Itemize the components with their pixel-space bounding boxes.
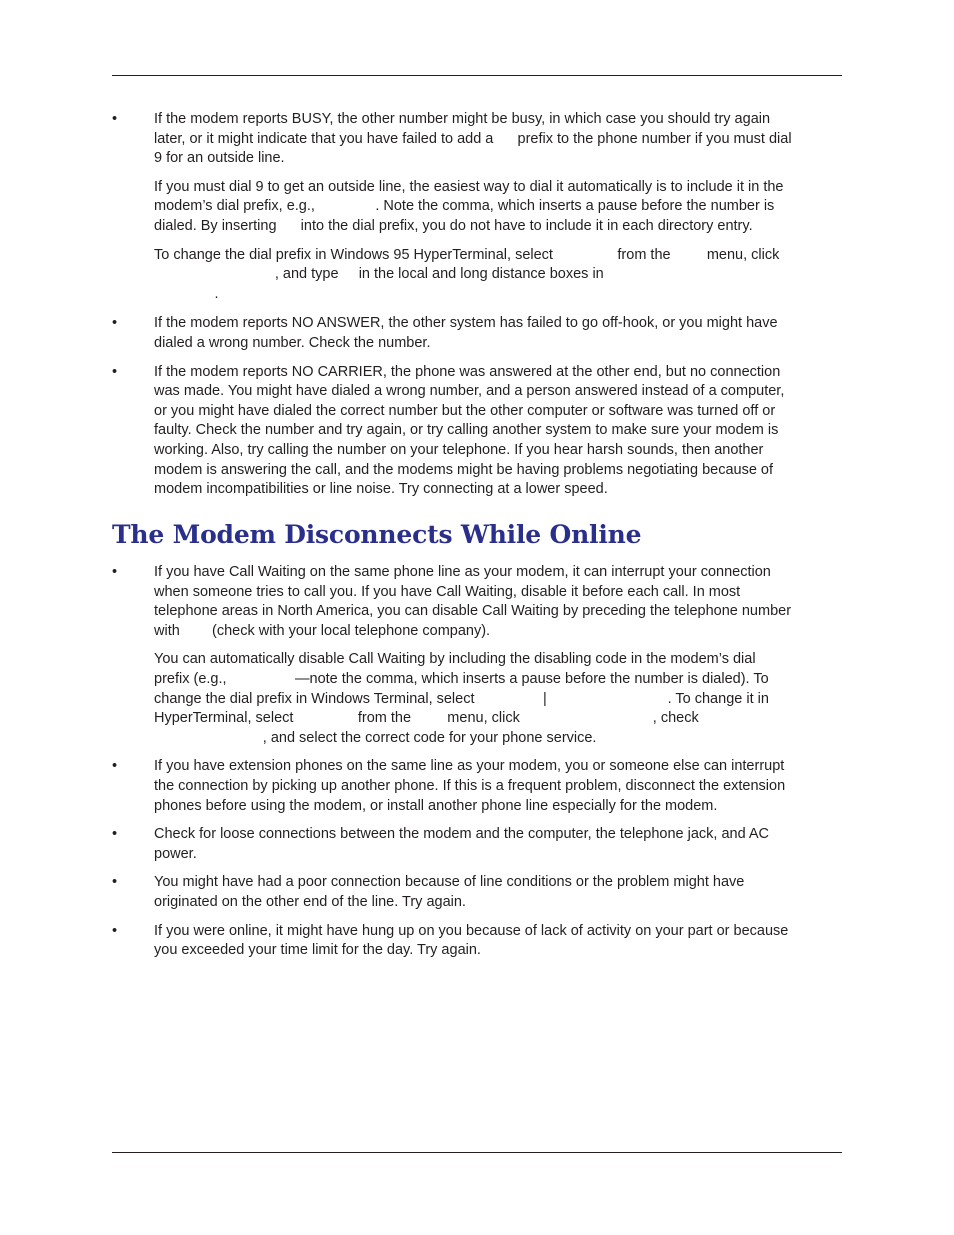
paragraph: If you have extension phones on the same line as your modem, you or someone else can interrupt the connection by picking up another phone. If this is a frequent problem, disconnect the extension phones before using the modem, or install another phone line especially for the modem. [154,758,786,814]
list-item [112,110,844,304]
paragraph: Check for loose connections between the modem and the computer, the telephone jack, and AC power. [154,826,770,862]
section-heading: The Modem Disconnects While Online [112,520,642,549]
paragraph: If the modem reports NO ANSWER, the other system has failed to go off-hook, or you might have dialed a wrong number. Check the number. [154,315,778,351]
list-item [112,363,844,500]
paragraph: If the modem reports NO CARRIER, the phone was answered at the other end, but no connection was made. You might have dialed a wrong number, and a person answered instead of a computer, or you might have dialed the correct number but the other computer or software was turned off or faulty. Check the number and try again, or try calling another system to make sure your modem is working. Also, try calling the number on your telephone. If you hear harsh sounds, then another modem is answering the call, and the modems might be having problems negotiating because of modem incompatibilities or line noise. Try connecting at a lower speed. [154,363,785,498]
bullet: • [112,315,118,332]
bullet: • [112,826,118,843]
list-item [112,757,844,816]
paragraph: If you were online, it might have hung up on you because of lack of activity on your part or because you exceeded your time limit for the day. Try again. [154,922,789,959]
paragraph: You can automatically disable Call Waiting by including the disabling code in the modem’s dial prefix (e.g., —note the comma, which inserts a pause before the number is dialed). To change the dial prefix in Windows Terminal, select | . To change it in HyperTerminal, select from the menu, click , check , and select the correct code for your phone service. [154,651,769,746]
header-rule [112,75,842,76]
paragraph: If the modem reports BUSY, the other number might be busy, in which case you should try again later, or it might indicate that you have failed to add a prefix to the phone number if you must dial 9 for an outside line. [154,111,792,167]
bullet: • [112,874,118,891]
paragraph: You might have had a poor connection because of line conditions or the problem might have originated on the other end of the line. Try again. [154,874,745,910]
bullet: • [112,922,118,939]
list-item [112,314,844,353]
bullet: • [112,363,118,380]
footer-rule [112,1152,842,1153]
list-item [112,563,844,748]
section-disconnect-troubleshooting [112,563,844,970]
list-item [112,922,844,961]
bullet: • [112,111,118,127]
paragraph: If you must dial 9 to get an outside line, the easiest way to dial it automatically is to include it in the modem’s dial prefix, e.g., . Note the comma, which inserts a pause before the number is dialed. By inserting into the dial prefix, you do not have to include it in each directory entry. [154,178,784,234]
bullet: • [112,758,118,775]
bullet: • [112,564,118,580]
paragraph: To change the dial prefix in Windows 95 HyperTerminal, select from the menu, click , and type in the local and long distance boxes in . [154,246,780,302]
list-item [112,825,844,864]
paragraph: If you have Call Waiting on the same phone line as your modem, it can interrupt your connection when someone tries to call you. If you have Call Waiting, disable it before each call. In most telephone areas in North America, you can disable Call Waiting by preceding the telephone number with (check with your local telephone company). [154,564,792,639]
list-item [112,873,844,912]
section-busy-troubleshooting [112,110,844,509]
